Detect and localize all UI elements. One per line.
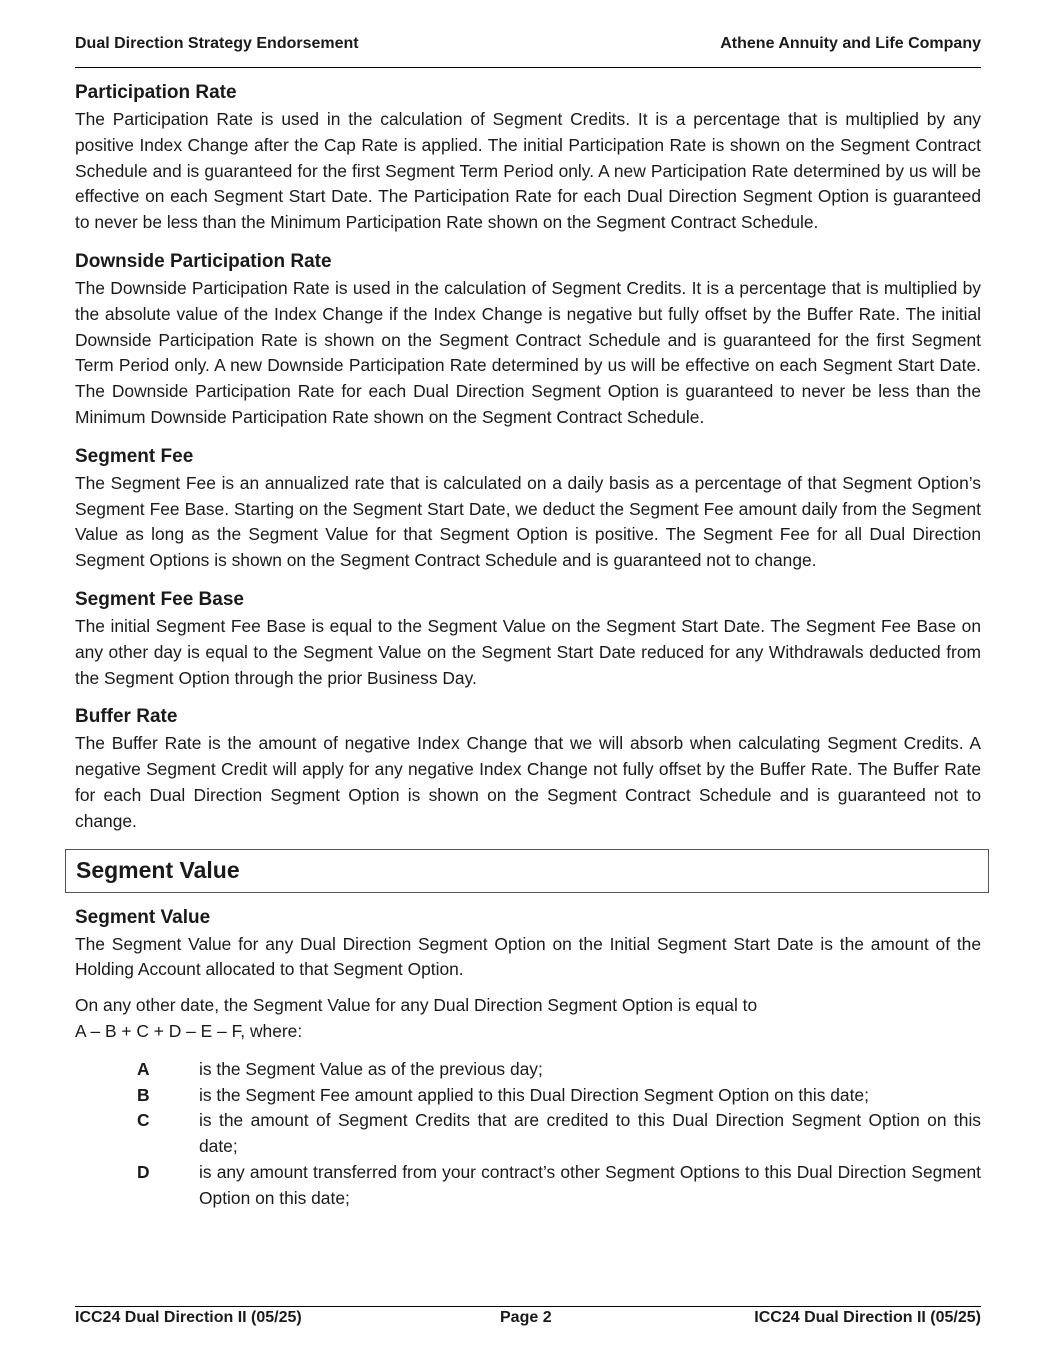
section-text: The Participation Rate is used in the calculation of Segment Credits. It is a percentage that is multiplied by any positive Index Change after the Cap Rate is applied. The initial Participation Rate is shown on the Segment Contract Schedule and is guaranteed for the first Segment Term Period only. A new Participation Rate determined by us will be effective on each Segment Start Date. The Participation Rate for each Dual Direction Segment Option is guaranteed to never be less than the Minimum Participation Rate shown on the Segment Contract Schedule.	[75, 109, 981, 233]
section-heading: Segment Fee Base	[75, 588, 244, 610]
header-company: Athene Annuity and Life Company	[720, 35, 981, 52]
section-text: The Downside Participation Rate is used in the calculation of Segment Credits. It is a percentage that is multiplied by the absolute value of the Index Change if the Index Change is negative but fully offset by the Buffer Rate. The initial Downside Participation Rate is shown on the Segment Contract Schedule and is guaranteed for the first Segment Term Period only. A new Downside Participation Rate determined by us will be effective on each Segment Start Date. The Downside Participation Rate for each Dual Direction Segment Option is guaranteed to never be less than the Minimum Downside Participation Rate shown on the Segment Contract Schedule.	[75, 277, 981, 427]
page-number: Page 2	[500, 1309, 552, 1326]
header-divider	[75, 67, 981, 68]
definition-item	[137, 1057, 981, 1083]
section-text: The Segment Fee is an annualized rate that is calculated on a daily basis as a percentage of that Segment Option’s Segment Fee Base. Starting on the Segment Start Date, we deduct the Segment Fee amount daily from the Segment Value as long as the Segment Value for that Segment Option is positive. The Segment Fee for all Dual Direction Segment Options is shown on the Segment Contract Schedule and is guaranteed not to change.	[75, 472, 981, 571]
definition-text: is the Segment Fee amount applied to this Dual Direction Segment Option on this date;	[199, 1084, 869, 1105]
section-segment-fee-base	[75, 587, 981, 691]
section-buffer-rate	[75, 704, 981, 834]
page-header	[75, 35, 981, 53]
section-heading: Participation Rate	[75, 82, 237, 103]
definition-text: is any amount transferred from your contract’s other Segment Options to this Dual Direction Segment Option on this date;	[199, 1161, 981, 1208]
section-heading: Segment Value	[75, 906, 211, 928]
section-text: The Buffer Rate is the amount of negative Index Change that we will absorb when calculating Segment Credits. A negative Segment Credit will apply for any negative Index Change not fully offset by the Buffer Rate. The Buffer Rate for each Dual Direction Segment Option is shown on the Segment Contract Schedule and is guaranteed not to change.	[75, 733, 981, 831]
definition-item	[137, 1160, 981, 1212]
section-segment-fee	[75, 444, 981, 574]
definition-key: C	[137, 1110, 150, 1131]
section-heading: Downside Participation Rate	[75, 250, 332, 272]
definition-item	[137, 1108, 981, 1160]
formula-intro: On any other date, the Segment Value for any Dual Direction Segment Option is equal to	[75, 995, 758, 1016]
formula-block	[75, 993, 981, 1045]
footer-form-number-left: ICC24 Dual Direction II (05/25)	[75, 1309, 302, 1326]
section-downside-participation-rate	[75, 249, 981, 431]
footer-divider	[75, 1306, 981, 1307]
definition-text: is the Segment Value as of the previous day;	[199, 1058, 543, 1079]
section-participation-rate	[75, 80, 981, 236]
definition-item	[137, 1083, 981, 1109]
section-text: The Segment Value for any Dual Direction Segment Option on the Initial Segment Start Date is the amount of the Holding Account allocated to that Segment Option.	[75, 933, 981, 980]
definition-key: B	[137, 1084, 150, 1105]
formula-expression: A – B + C + D – E – F, where:	[75, 1020, 303, 1041]
boxed-section-title: Segment Value	[65, 849, 989, 893]
page-footer	[75, 1309, 981, 1327]
header-title: Dual Direction Strategy Endorsement	[75, 35, 359, 52]
footer-form-number-right: ICC24 Dual Direction II (05/25)	[754, 1309, 981, 1326]
document-body	[75, 80, 981, 1212]
definition-list	[75, 1057, 981, 1212]
definition-key: A	[137, 1058, 150, 1079]
section-text: The initial Segment Fee Base is equal to the Segment Value on the Segment Start Date. The Segment Fee Base on any other day is equal to the Segment Value on the Segment Start Date reduced for any Withdrawals deducted from the Segment Option through the prior Business Day.	[75, 615, 981, 688]
section-heading: Segment Fee	[75, 445, 194, 467]
section-segment-value	[75, 905, 981, 984]
definition-key: D	[137, 1161, 150, 1182]
section-heading: Buffer Rate	[75, 706, 178, 728]
definition-text: is the amount of Segment Credits that are credited to this Dual Direction Segment Option on this date;	[199, 1110, 981, 1157]
